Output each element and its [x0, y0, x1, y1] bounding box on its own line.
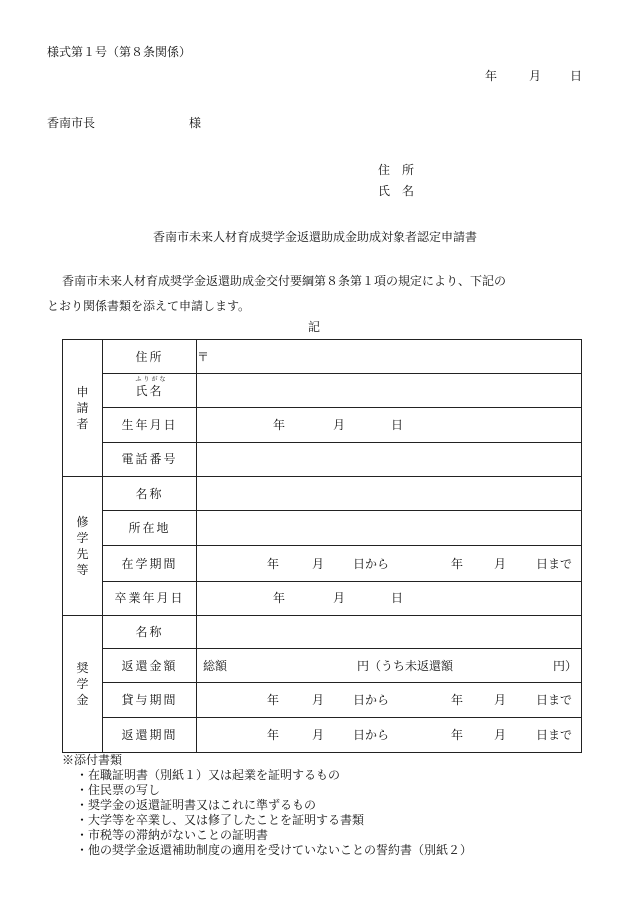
phone-label: 電話番号 [103, 442, 197, 476]
group-school-label: 修学先等 [76, 514, 89, 577]
group-scholarship [63, 615, 103, 752]
row-grad-date [63, 581, 582, 615]
school-name-field[interactable] [197, 476, 582, 510]
row-loan-period [63, 683, 582, 717]
applicant-address-label: 住 所 [378, 163, 415, 177]
repay-to-year-unit: 年 [451, 727, 464, 742]
scholarship-name-field[interactable] [197, 615, 582, 648]
attachment-item: ・住民票の写し [76, 783, 161, 797]
name-label: 氏名 [135, 383, 164, 398]
loan-period-label: 貸与期間 [103, 683, 197, 717]
group-scholarship-label: 奨学金 [76, 660, 89, 707]
row-address [63, 340, 582, 374]
loan-period-field[interactable] [197, 683, 582, 717]
row-name [63, 374, 582, 408]
group-applicant-label: 申請者 [76, 384, 89, 431]
ki-label: 記 [308, 320, 321, 334]
attachment-item: ・在職証明書（別紙１）又は起業を証明するもの [76, 768, 341, 782]
birth-day-unit: 日 [391, 418, 404, 433]
grad-year-unit: 年 [273, 591, 286, 606]
study-to-day-unit: 日まで [536, 556, 573, 571]
row-repay-period [63, 717, 582, 752]
address-label: 住所 [103, 340, 197, 374]
date-year-unit: 年 [485, 69, 498, 83]
grad-date-field[interactable] [197, 581, 582, 615]
repay-to-day-unit: 日まで [536, 727, 573, 742]
row-scholarship-name [63, 615, 582, 648]
study-period-label: 在学期間 [103, 546, 197, 581]
applicant-name-label: 氏 名 [378, 184, 415, 198]
study-to-month-unit: 月 [494, 556, 507, 571]
body-text-line2: とおり関係書類を添えて申請します。 [47, 299, 251, 313]
loan-to-month-unit: 月 [494, 692, 507, 707]
school-name-label: 名称 [103, 476, 197, 510]
study-from-day-unit: 日から [353, 556, 390, 571]
repay-from-year-unit: 年 [267, 727, 280, 742]
study-to-year-unit: 年 [451, 556, 464, 571]
name-label-ruby [135, 375, 168, 398]
honorific: 様 [189, 116, 202, 130]
grad-month-unit: 月 [333, 591, 346, 606]
group-school [63, 476, 103, 615]
attachment-item: ・奨学金の返還証明書又はこれに準ずるもの [76, 798, 317, 812]
phone-field[interactable] [197, 442, 582, 476]
name-furigana: ふりがな [135, 375, 168, 383]
date-month-unit: 月 [529, 69, 542, 83]
postal-mark: 〒 [197, 349, 210, 364]
birth-year-unit: 年 [273, 418, 286, 433]
attachment-item: ・他の奨学金返還補助制度の適用を受けていないことの誓約書（別紙２） [76, 843, 473, 857]
group-applicant [63, 340, 103, 477]
yen-close-label: 円） [553, 658, 578, 673]
address-field[interactable] [197, 340, 582, 374]
date-day-unit: 日 [570, 69, 583, 83]
attachments-section [62, 753, 472, 858]
addressee: 香南市長 [47, 116, 96, 130]
loan-to-year-unit: 年 [451, 692, 464, 707]
loan-from-day-unit: 日から [353, 692, 390, 707]
study-period-field[interactable] [197, 546, 582, 581]
school-location-label: 所在地 [103, 511, 197, 546]
repay-to-month-unit: 月 [494, 727, 507, 742]
attachment-item: ・市税等の滞納がないことの証明書 [76, 828, 269, 842]
study-from-year-unit: 年 [267, 556, 280, 571]
row-repay-amount [63, 649, 582, 683]
body-text-line1: 香南市未来人材育成奨学金返還助成金交付要綱第８条第１項の規定により、下記の [62, 274, 507, 288]
loan-to-day-unit: 日まで [536, 692, 573, 707]
repay-from-day-unit: 日から [353, 727, 390, 742]
scholarship-name-label: 名称 [103, 615, 197, 648]
birth-label: 生年月日 [103, 408, 197, 442]
repay-period-label: 返還期間 [103, 717, 197, 752]
row-study-period [63, 546, 582, 581]
school-location-field[interactable] [197, 511, 582, 546]
study-from-month-unit: 月 [312, 556, 325, 571]
attachments-heading: ※添付書類 [62, 753, 123, 767]
grad-day-unit: 日 [391, 591, 404, 606]
name-label-cell [103, 374, 197, 408]
repay-period-field[interactable] [197, 717, 582, 752]
total-label: 総額 [203, 658, 228, 673]
attachment-item: ・大学等を卒業し、又は修了したことを証明する書類 [76, 813, 365, 827]
birth-month-unit: 月 [333, 418, 346, 433]
loan-from-month-unit: 月 [312, 692, 325, 707]
application-form-table [62, 339, 582, 753]
row-school-location [63, 511, 582, 546]
document-title: 香南市未来人材育成奨学金返還助成金助成対象者認定申請書 [152, 230, 477, 244]
repay-from-month-unit: 月 [312, 727, 325, 742]
loan-from-year-unit: 年 [267, 692, 280, 707]
birth-date-field[interactable] [197, 408, 582, 442]
repay-amount-label: 返還金額 [103, 649, 197, 683]
row-phone [63, 442, 582, 476]
row-school-name [63, 476, 582, 510]
row-birth [63, 408, 582, 442]
repay-amount-field[interactable] [197, 649, 582, 683]
yen-unpaid-label: 円（うち未返還額 [357, 658, 454, 673]
grad-date-label: 卒業年月日 [103, 581, 197, 615]
form-number: 様式第１号（第８条関係） [47, 45, 192, 59]
name-field[interactable] [197, 374, 582, 408]
